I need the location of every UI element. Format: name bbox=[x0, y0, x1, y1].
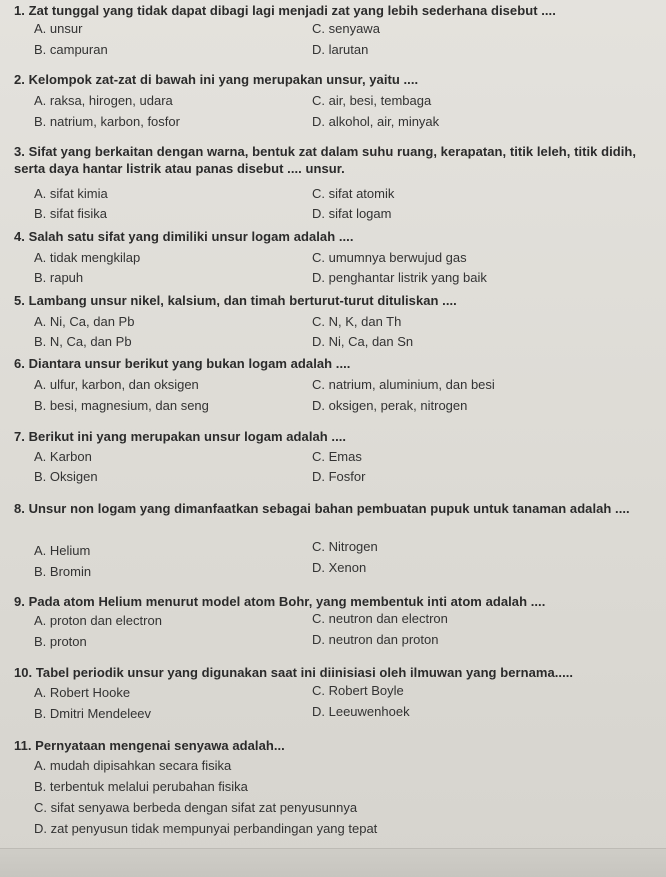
option-c: C. Nitrogen bbox=[312, 539, 378, 554]
option-d: D. Fosfor bbox=[312, 469, 366, 484]
option-a: A. mudah dipisahkan secara fisika bbox=[34, 758, 232, 773]
option-b: B. campuran bbox=[34, 42, 108, 57]
option-d: D. neutron dan proton bbox=[312, 632, 439, 647]
option-a: A. sifat kimia bbox=[34, 186, 108, 201]
option-d: D. penghantar listrik yang baik bbox=[312, 270, 487, 285]
option-b: B. besi, magnesium, dan seng bbox=[34, 398, 209, 413]
option-d: D. oksigen, perak, nitrogen bbox=[312, 398, 468, 413]
option-c: C. N, K, dan Th bbox=[312, 314, 402, 329]
option-d: D. Leeuwenhoek bbox=[312, 704, 410, 719]
option-a: A. Karbon bbox=[34, 449, 92, 464]
question-stem: 10. Tabel periodik unsur yang digunakan saat ini diinisiasi oleh ilmuwan yang bernama..... bbox=[14, 665, 574, 680]
option-b: B. proton bbox=[34, 634, 87, 649]
option-b: B. Bromin bbox=[34, 564, 92, 579]
option-d: D. alkohol, air, minyak bbox=[312, 114, 440, 129]
option-c: C. neutron dan electron bbox=[312, 611, 448, 626]
option-a: A. Helium bbox=[34, 543, 91, 558]
option-c: C. senyawa bbox=[312, 21, 380, 36]
option-d: D. zat penyusun tidak mempunyai perbandingan yang tepat bbox=[34, 821, 378, 836]
option-b: B. N, Ca, dan Pb bbox=[34, 334, 132, 349]
option-c: C. umumnya berwujud gas bbox=[312, 250, 467, 265]
option-b: B. Oksigen bbox=[34, 469, 98, 484]
option-b: B. rapuh bbox=[34, 270, 84, 285]
question-stem: 8. Unsur non logam yang dimanfaatkan sebagai bahan pembuatan pupuk untuk tanaman adalah .... bbox=[14, 501, 630, 516]
option-a: A. Robert Hooke bbox=[34, 685, 131, 700]
option-d: D. Ni, Ca, dan Sn bbox=[312, 334, 414, 349]
option-c: C. air, besi, tembaga bbox=[312, 93, 432, 108]
option-d: D. Xenon bbox=[312, 560, 367, 575]
question-stem: 2. Kelompok zat-zat di bawah ini yang merupakan unsur, yaitu .... bbox=[14, 72, 419, 87]
option-d: D. sifat logam bbox=[312, 206, 392, 221]
option-c: C. sifat atomik bbox=[312, 186, 395, 201]
option-b: B. natrium, karbon, fosfor bbox=[34, 114, 180, 129]
option-c: C. sifat senyawa berbeda dengan sifat zat penyusunnya bbox=[34, 800, 358, 815]
question-stem: 3. Sifat yang berkaitan dengan warna, bentuk zat dalam suhu ruang, kerapatan, titik leleh, titik didih, serta daya hantar listrik atau panas disebut .... unsur. bbox=[14, 144, 637, 176]
option-a: A. ulfur, karbon, dan oksigen bbox=[34, 377, 199, 392]
option-c: C. Robert Boyle bbox=[312, 683, 404, 698]
option-a: A. unsur bbox=[34, 21, 83, 36]
option-a: A. proton dan electron bbox=[34, 613, 162, 628]
option-d: D. larutan bbox=[312, 42, 369, 57]
question-stem: 1. Zat tunggal yang tidak dapat dibagi lagi menjadi zat yang lebih sederhana disebut .... bbox=[14, 3, 556, 18]
option-b: B. terbentuk melalui perubahan fisika bbox=[34, 779, 248, 794]
option-a: A. tidak mengkilap bbox=[34, 250, 141, 265]
question-stem: 6. Diantara unsur berikut yang bukan logam adalah .... bbox=[14, 356, 351, 371]
question-stem: 7. Berikut ini yang merupakan unsur logam adalah .... bbox=[14, 429, 347, 444]
option-a: A. raksa, hirogen, udara bbox=[34, 93, 173, 108]
option-b: B. Dmitri Mendeleev bbox=[34, 706, 152, 721]
option-c: C. Emas bbox=[312, 449, 362, 464]
question-stem: 4. Salah satu sifat yang dimiliki unsur logam adalah .... bbox=[14, 229, 354, 244]
page-bottom-edge bbox=[0, 848, 666, 877]
question-stem: 11. Pernyataan mengenai senyawa adalah... bbox=[14, 738, 285, 753]
question-stem: 9. Pada atom Helium menurut model atom Bohr, yang membentuk inti atom adalah .... bbox=[14, 594, 546, 609]
option-a: A. Ni, Ca, dan Pb bbox=[34, 314, 135, 329]
option-b: B. sifat fisika bbox=[34, 206, 107, 221]
question-stem: 5. Lambang unsur nikel, kalsium, dan timah berturut-turut dituliskan .... bbox=[14, 293, 457, 308]
option-c: C. natrium, aluminium, dan besi bbox=[312, 377, 495, 392]
